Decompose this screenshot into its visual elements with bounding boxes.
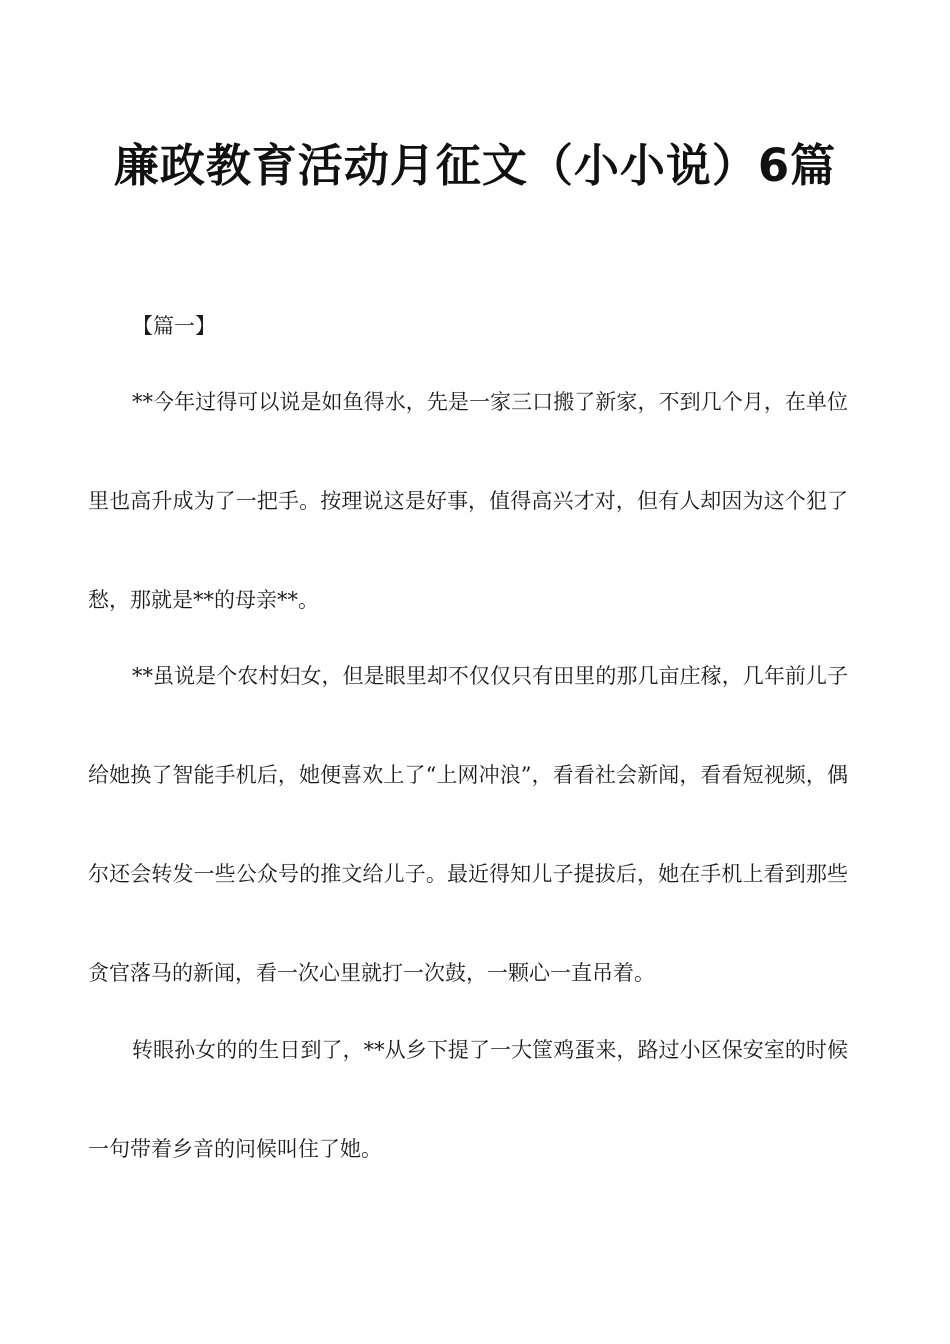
paragraph-3: 转眼孙女的的生日到了，**从乡下提了一大筐鸡蛋来，路过小区保安室的时候一句带着乡音的问候叫住了她。: [88, 1038, 848, 1161]
paragraph-1: **今年过得可以说是如鱼得水，先是一家三口搬了新家，不到几个月，在单位里也高升成为了一把手。按理说这是好事，值得高兴才对，但有人却因为这个犯了愁，那就是**的母亲**。: [88, 390, 848, 612]
section-label: 【篇一】: [132, 314, 216, 338]
paragraph-2: **虽说是个农村妇女，但是眼里却不仅仅只有田里的那几亩庄稼，几年前儿子给她换了智能手机后，她便喜欢上了“上网冲浪”，看看社会新闻，看看短视频，偶尔还会转发一些公众号的推文给儿子。最近得知儿子提拔后，她在手机上看到那些贪官落马的新闻，看一次心里就打一次鼓，一颗心一直吊着。: [88, 664, 848, 985]
document-title: 廉政教育活动月征文（小小说）6篇: [113, 139, 837, 192]
